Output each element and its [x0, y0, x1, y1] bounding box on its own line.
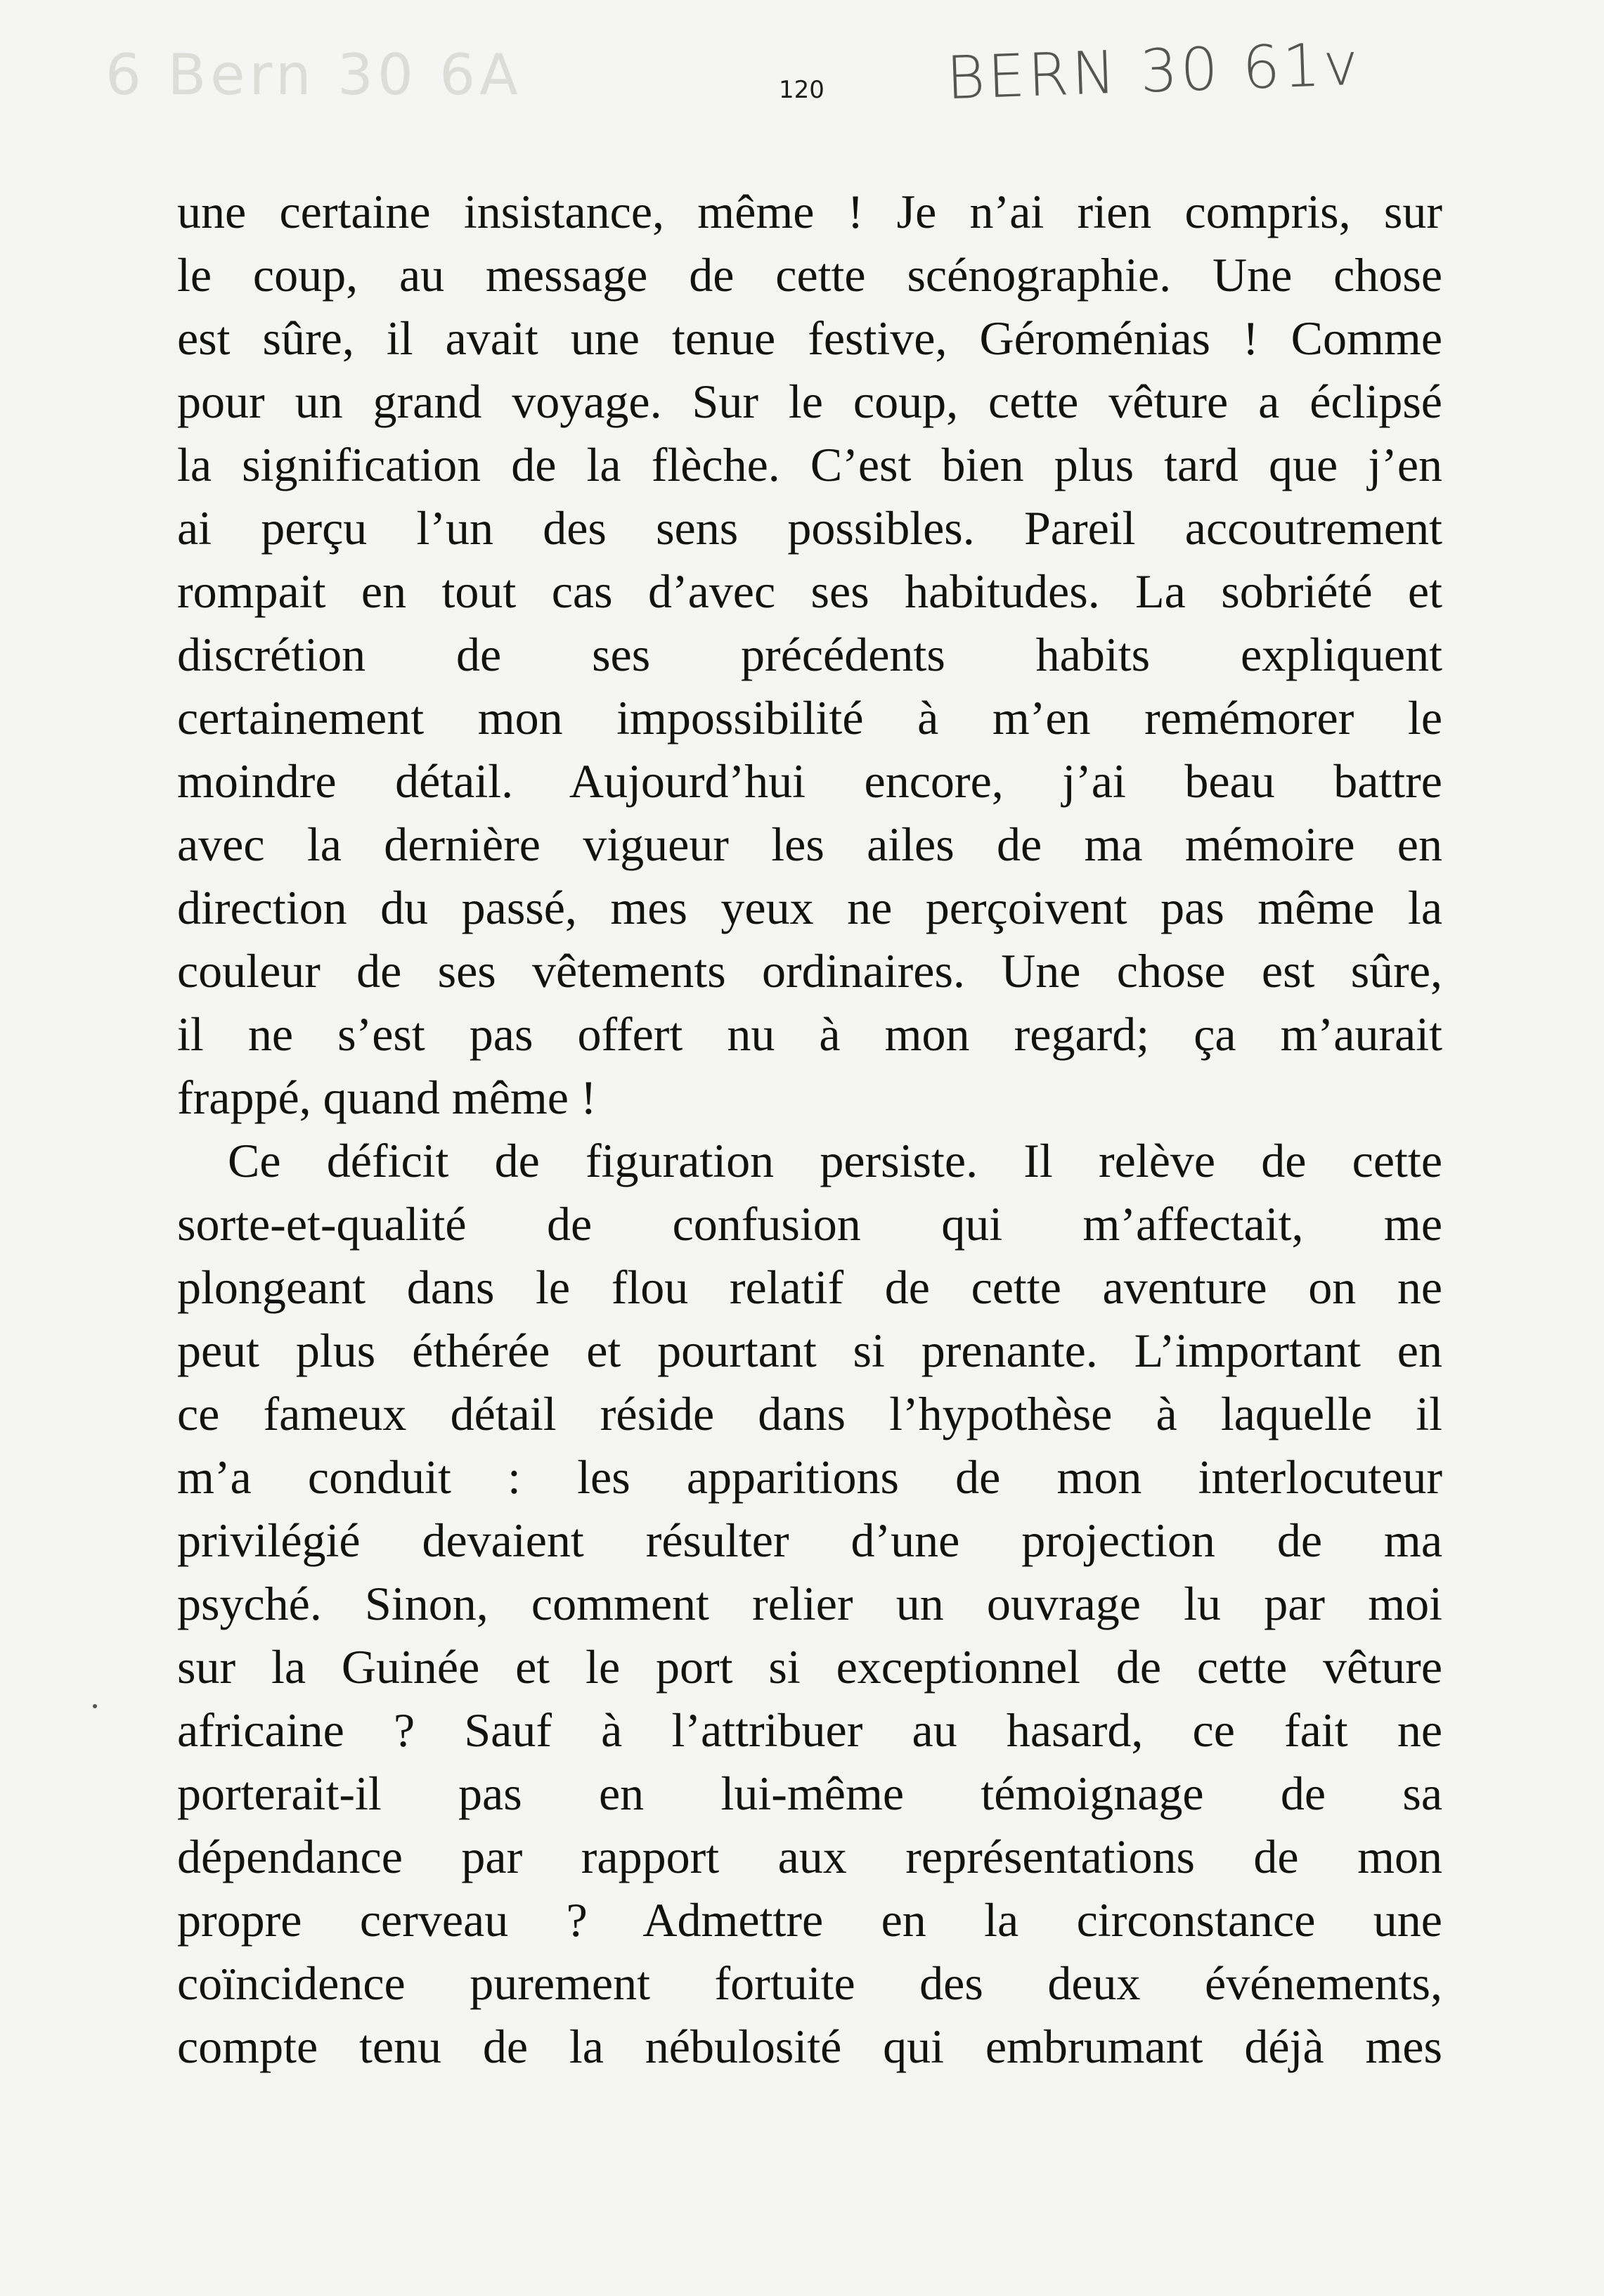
text-line: moindre détail. Aujourd’hui encore, j’ai beau battre — [177, 754, 1442, 808]
scan-speck — [93, 1704, 97, 1708]
paragraph-1 — [177, 180, 1442, 1129]
text-line: le coup, au message de cette scénographie. Une chose — [177, 248, 1442, 302]
text-line: avec la dernière vigueur les ailes de ma mémoire en — [177, 818, 1442, 871]
text-line: sorte-et-qualité de confusion qui m’affectait, me — [177, 1197, 1442, 1251]
text-line: discrétion de ses précédents habits expliquent — [177, 628, 1442, 681]
text-line: pour un grand voyage. Sur le coup, cette vêture a éclipsé — [177, 375, 1442, 428]
body-text — [177, 180, 1442, 2078]
text-line: psyché. Sinon, comment relier un ouvrage lu par moi — [177, 1577, 1442, 1630]
text-line: il ne s’est pas offert nu à mon regard; ça m’aurait — [177, 1007, 1442, 1061]
text-line: Ce déficit de figuration persiste. Il relève de cette — [228, 1134, 1442, 1187]
text-line: ce fameux détail réside dans l’hypothèse à laquelle il — [177, 1387, 1442, 1440]
text-line: sur la Guinée et le port si exceptionnel de cette vêture — [177, 1640, 1442, 1694]
text-line: certainement mon impossibilité à m’en remémorer le — [177, 691, 1442, 744]
text-line: porterait-il pas en lui-même témoignage de sa — [177, 1767, 1442, 1820]
page-number: 120 — [779, 76, 824, 104]
text-line: une certaine insistance, même ! Je n’ai rien compris, sur — [177, 185, 1442, 238]
text-line: propre cerveau ? Admettre en la circonstance une — [177, 1893, 1442, 1947]
text-line: couleur de ses vêtements ordinaires. Une chose est sûre, — [177, 944, 1442, 998]
text-line: m’a conduit : les apparitions de mon interlocuteur — [177, 1450, 1442, 1504]
text-line: direction du passé, mes yeux ne perçoivent pas même la — [177, 881, 1442, 934]
text-line: la signification de la flèche. C’est bien plus tard que j’en — [177, 438, 1442, 491]
text-line: est sûre, il avait une tenue festive, Géroménias ! Comme — [177, 311, 1442, 365]
text-line: africaine ? Sauf à l’attribuer au hasard, ce fait ne — [177, 1703, 1442, 1757]
text-line: coïncidence purement fortuite des deux événements, — [177, 1956, 1442, 2010]
text-line: plongeant dans le flou relatif de cette aventure on ne — [177, 1260, 1442, 1314]
bleed-through-annotation: 6 Bern 30 6A — [105, 42, 522, 108]
text-line: ai perçu l’un des sens possibles. Pareil accoutrement — [177, 501, 1442, 555]
handwritten-shelfmark: BERN 30 61v — [945, 29, 1362, 113]
text-line: rompait en tout cas d’avec ses habitudes. La sobriété et — [177, 565, 1442, 618]
text-line: privilégié devaient résulter d’une projection de ma — [177, 1514, 1442, 1567]
text-line: frappé, quand même ! — [177, 1071, 597, 1124]
text-line: peut plus éthérée et pourtant si prenante. L’important en — [177, 1324, 1442, 1377]
text-line: dépendance par rapport aux représentations de mon — [177, 1830, 1442, 1883]
paragraph-2 — [177, 1129, 1442, 2078]
text-line: compte tenu de la nébulosité qui embrumant déjà mes — [177, 2020, 1442, 2073]
